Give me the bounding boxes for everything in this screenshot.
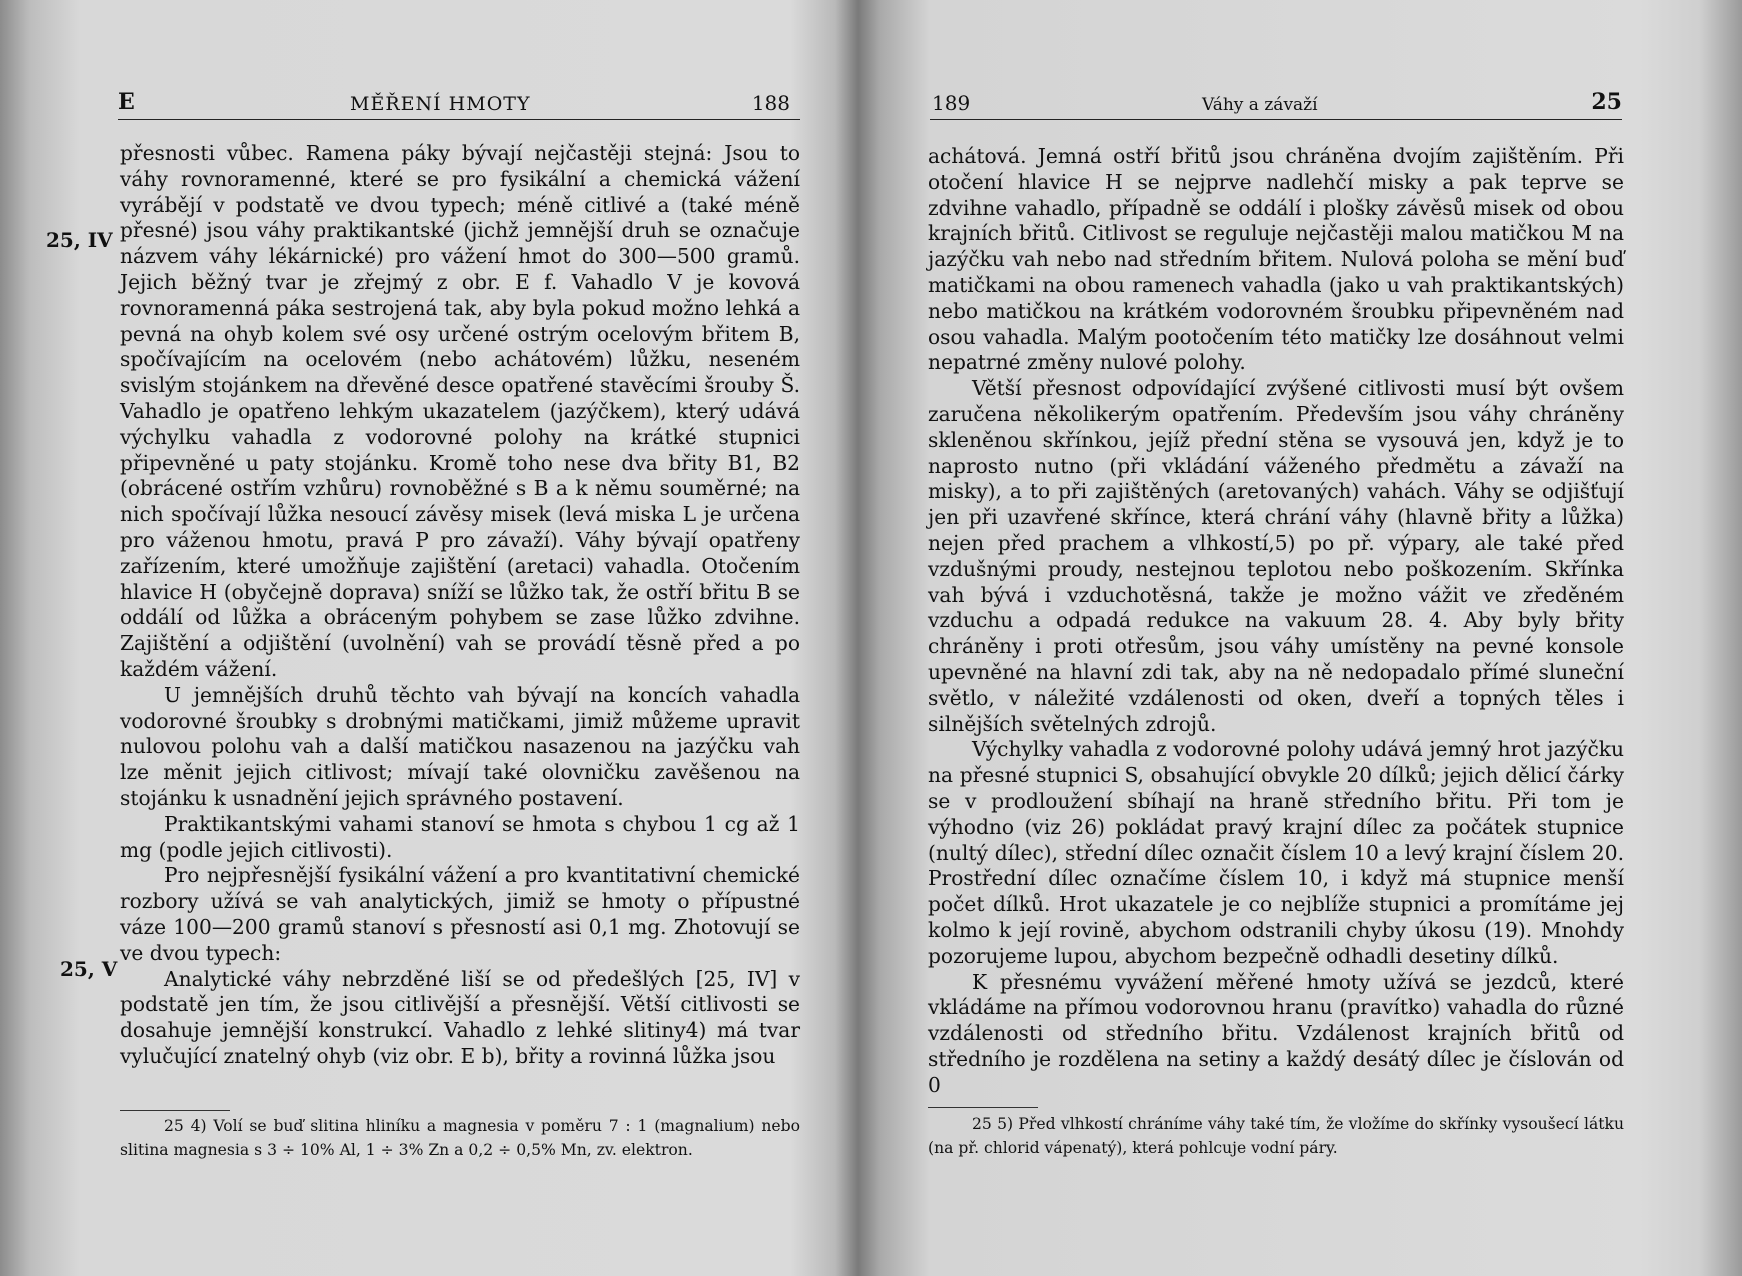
footnote-text: 25 5) Před vlhkostí chráníme váhy také tím, že vložíme do skřínky vysoušecí látku (na př. chlorid vápenatý), která pohlcuje vodní páry. <box>928 1115 1624 1157</box>
paragraph: U jemnějších druhů těchto vah bývají na koncích vahadla vodorovné šroubky s drobnými matičkami, jimiž můžeme upravit nulovou polohu vah a další matičkou nasazenou na jazýčku vah lze měnit jejich citlivost; mívají také olovničku zavěšenou na stojánku k usnadnění jejich správného postavení. <box>120 682 800 810</box>
paragraph: přesnosti vůbec. Ramena páky bývají nejčastěji stejná: Jsou to váhy rovnoramenné, které se pro fysikální a chemická vážení vyrábějí v podstatě ve dvou typech; méně citlivé a (také méně přesné) jsou váhy praktikantské (jichž jemnější druh se označuje názvem váhy lékárnické) pro vážení hmot do 300—500 gramů. Jejich běžný tvar je zřejmý z obr. E f. Vahadlo V je kovová rovnoramenná páka sestrojená tak, aby byla pokud možno lehká a pevná na ohyb kolem své osy určené ostrým ocelovým břitem B, spočívajícím na ocelovém (nebo achátovém) lůžku, neseném svislým stojánkem na dřevěné desce opatřené stavěcími šrouby Š. Vahadlo je opatřeno lehkým ukazatelem (jazýčkem), který udává výchylku vahadla z vodorovné polohy na krátké stupnici připevněné u paty stojánku. Kromě toho nese dva břity B1, B2 (obrácené ostřím vzhůru) rovnoběžné s B a k němu souměrné; na nich spočívají lůžka nesoucí závěsy misek (levá miska L je určena pro váženou hmotu, pravá P pro závaží). Váhy bývají opatřeny zařízením, které umožňuje zajištění (aretaci) vahadla. Otočením hlavice H (obyčejně doprava) sníží se lůžko tak, že ostří břitu B se oddálí od lůžka a obráceným pohybem se zase lůžko zdvihne. Zajištění a odjištění (uvolnění) vah se provádí těsně před a po každém vážení. <box>120 141 800 681</box>
section-number: 25 <box>1591 89 1622 115</box>
page-number-right: 189 <box>932 91 971 115</box>
footnote-rule <box>120 1110 230 1111</box>
footnote-rule <box>928 1107 1038 1108</box>
paragraph: K přesnému vyvážení měřené hmoty užívá se jezdců, které vkládáme na přímou vodorovnou hranu (pravítko) vahadla do různé vzdálenosti od středního břitu. Vzdálenost krajních břitů od středního je rozdělena na setiny a každý desátý dílec je číslován od 0 <box>928 969 1624 1097</box>
footnote-text: 25 4) Volí se buď slitina hliníku a magnesia v poměru 7 : 1 (magnalium) nebo slitina magnesia s 3 ÷ 10% Al, 1 ÷ 3% Zn a 0,2 ÷ 0,5% Mn, zv. elektron. <box>120 1117 800 1159</box>
margin-note-25-iv: 25, IV <box>46 228 113 252</box>
paragraph: Větší přesnost odpovídající zvýšené citlivosti musí být ovšem zaručena několikerým opatřením. Především jsou váhy chráněny skleněnou skřínkou, jejíž přední stěna se vysouvá jen, když je to naprosto nutno (při vkládání váženého předmětu a závaží na misky), a to při zajištěných (aretovaných) vahách. Váhy se odjišťují jen při uzavřené skřínce, která chrání váhy (hlavně břity a lůžka) nejen před prachem a vlhkostí,5) po př. výpary, ale také před vzdušnými proudy, nestejnou teplotou nebo poškozením. Skřínka vah bývá i vzduchotěsná, takže je možno vážit ve zředěném vzduchu a odpadá redukce na vakuum 28. 4. Aby byly břity chráněny i proti otřesům, jsou váhy umístěny na pevné konsole upevněné na hlavní zdi tak, aby na ně nedopadalo přímé sluneční světlo, v náležité vzdálenosti od oken, dveří a topných těles i silnějších světelných zdrojů. <box>928 376 1624 736</box>
right-page <box>862 0 1742 1276</box>
paragraph: Praktikantskými vahami stanoví se hmota s chybou 1 cg až 1 mg (podle jejich citlivosti). <box>120 811 800 862</box>
left-page <box>0 0 858 1276</box>
footnote-right <box>928 1112 1624 1160</box>
paragraph: Výchylky vahadla z vodorovné polohy udává jemný hrot jazýčku na přesné stupnici S, obsahující obvykle 20 dílků; jejich dělicí čárky se v prodloužení sbíhají na hraně středního břitu. Při tom je výhodno (viz 26) pokládat pravý krajní dílec za počátek stupnice (nultý dílec), střední dílec označit číslem 10 a levý krajní číslem 20. Prostřední dílec označíme číslem 10, i když má stupnice menší počet dílků. Hrot ukazatele je co nejblíže stupnici a promítáme jej kolmo k její rovině, abychom odstranili chyby úkosu (19). Mnohdy pozorujeme lupou, abychom bezpečně odhadli desetiny dílků. <box>928 737 1624 968</box>
paragraph: achátová. Jemná ostří břitů jsou chráněna dvojím zajištěním. Při otočení hlavice H se nejprve nadlehčí misky a pak teprve se zdvihne vahadlo, případně se oddálí i plošky závěsů misek od obou krajních břitů. Citlivost se reguluje nejčastěji malou matičkou M na jazýčku vah nebo nad středním břitem. Nulová poloha se mění buď matičkami na obou ramenech vahadla (jako u vah praktikantských) nebo matičkou na krátkém vodorovném šroubku připevněném nad osou vahadla. Malým pootočením této matičky lze dosáhnout velmi nepatrné změny nulové polohy. <box>928 144 1624 375</box>
margin-note-25-v: 25, V <box>60 957 118 981</box>
running-header-left <box>118 86 800 120</box>
chapter-title: MĚŘENÍ HMOTY <box>350 93 531 115</box>
section-title: Váhy a závaží <box>1202 95 1318 115</box>
page-number-left: 188 <box>751 91 790 115</box>
section-letter: E <box>118 89 135 115</box>
paragraph: Analytické váhy nebrzděné liší se od předešlých [25, IV] v podstatě jen tím, že jsou citlivější a přesnější. Větší citlivosti se dosahuje jemnější konstrukcí. Vahadlo z lehké slitiny4) má tvar vylučující znatelný ohyb (viz obr. E b), břity a rovinná lůžka jsou <box>120 966 800 1068</box>
left-body-text <box>120 141 800 1070</box>
running-header-right <box>930 86 1622 120</box>
paragraph: Pro nejpřesnější fysikální vážení a pro kvantitativní chemické rozbory užívá se vah analytických, jimiž se hmoty o přípustné váze 100—200 gramů stanoví s přesností asi 0,1 mg. Zhotovují se ve dvou typech: <box>120 863 800 965</box>
footnote-left <box>120 1114 800 1162</box>
right-body-text <box>928 144 1624 1098</box>
